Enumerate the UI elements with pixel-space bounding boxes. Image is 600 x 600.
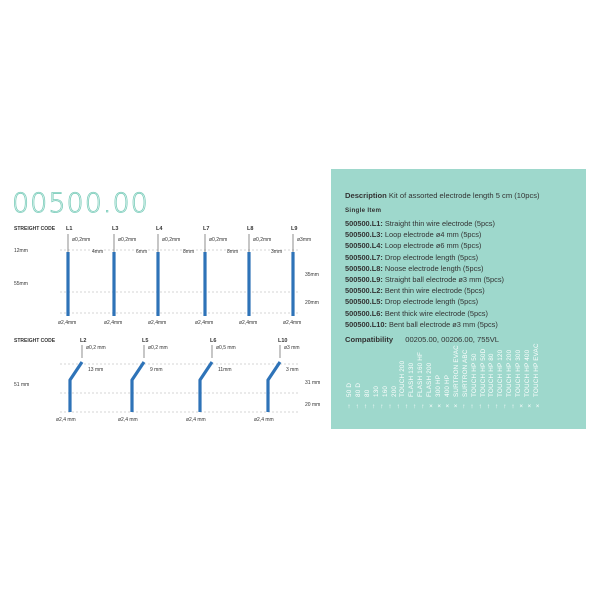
electrode-shaft [112,252,115,316]
item-code: 500500.L1: [345,219,383,228]
model-name: FLASH 130 [408,362,416,397]
item-row [345,285,504,296]
item-text: Loop electrode ø4 mm (5pcs) [382,230,482,240]
tip-diameter: ø0,5 mm [216,345,236,351]
item-text: Bent thick wire electrode (5pcs) [382,308,488,318]
electrode-shaft [247,252,250,316]
model-name: TOUCH HP 200 [506,349,514,397]
compat-mark: ↑ [511,403,515,410]
compat-mark: × [429,403,433,410]
tip-diameter: ø0,2mm [162,237,181,243]
description-row [345,191,540,201]
item-code: 500500.L10: [345,319,387,329]
shaft-diameter: ø2,4mm [239,320,258,326]
compat-mark: ↑ [478,403,482,410]
tip-size: 9 mm [150,367,163,373]
compat-mark: ↑ [495,403,499,410]
compat-mark: ↑ [503,403,507,410]
item-row [345,308,504,319]
tip-size: 6mm [136,249,148,255]
tip-size: 8mm [227,249,239,255]
item-text: Noose electrode length (5pcs) [382,263,484,273]
compat-mark: ↑ [404,403,408,410]
item-code: 500500.L4: [345,241,383,251]
compat-mark: ↑ [462,403,466,410]
electrode-label: L2 [80,338,87,344]
dim-35mm: 35mm [305,272,319,278]
model-name: SURTRON EVAC [452,345,460,397]
compatibility-text: 00205.00, 00206.00, 755VL [405,335,499,344]
model-name: TOUCH HP 300 [515,349,523,397]
single-item-label: Single Item [345,207,382,214]
electrode-shaft [268,362,280,412]
item-code: 500500.L8: [345,263,383,273]
model-name: 200 [390,385,398,397]
dim-51mm: 51 mm [14,382,30,388]
compat-mark: ↑ [380,403,384,410]
electrode-shaft [70,362,82,412]
tip-diameter: ø0,2 mm [86,345,106,351]
electrode-label: L9 [291,226,298,232]
compatibility-row [345,335,499,344]
model-name: TOUCH 200 [399,360,407,397]
compatibility-label: Compatibility [345,335,394,344]
shaft-diameter: ø2,4 mm [118,417,138,423]
shaft-diameter: ø2,4mm [58,320,77,326]
item-row [345,218,504,229]
compat-mark: × [535,403,540,410]
model-name: TOUCH HP 120 [497,349,505,397]
compat-mark: ↑ [355,403,359,410]
shaft-diameter: ø2,4mm [283,320,302,326]
compat-mark: ↑ [396,403,400,410]
straight-section-label: STREIGHT CODE [14,226,56,232]
model-name: 80 [363,389,371,397]
item-row [345,240,504,251]
tip-size: 4mm [92,249,104,255]
tip-diameter: ø0,2 mm [148,345,168,351]
compat-mark: × [527,403,532,410]
item-text: Bent ball electrode ø3 mm (5pcs) [386,319,498,329]
electrode-shaft [66,252,69,316]
shaft-diameter: ø2,4 mm [186,417,206,423]
item-text: Drop electrode length (5pcs) [382,252,479,262]
item-list [345,218,504,330]
item-row [345,252,504,263]
compat-mark: × [519,403,524,410]
tip-size: 3mm [271,249,283,255]
tip-diameter: ø0,2mm [72,237,91,243]
item-text: Bent thin wire electrode (5pcs) [382,286,485,296]
electrode-label: L5 [142,338,149,344]
model-name: TOUCH HP 80 [488,353,496,397]
tip-diameter: ø3mm [297,237,312,243]
model-name: TOUCH HP 400 [524,349,531,397]
model-name: 50 D [346,382,353,397]
model-name: 160 [381,385,389,397]
electrode-shaft [200,362,212,412]
model-name: FLASH 200 [426,362,434,397]
product-info-panel [331,169,586,429]
item-text: Loop electrode ø6 mm (5pcs) [382,241,482,251]
item-row [345,319,504,330]
dim-55mm: 55mm [14,281,28,287]
bent-section-label: STREIGHT CODE [14,338,56,344]
item-code: 500500.L2: [345,286,383,296]
compat-mark: × [437,403,442,410]
electrode-label: L3 [112,226,119,232]
shaft-diameter: ø2,4mm [148,320,167,326]
electrode-drawing [0,0,330,440]
tip-diameter: ø0,2mm [253,237,272,243]
item-code: 500500.L9: [345,275,383,285]
electrode-label: L4 [156,226,163,232]
tip-size: 8mm [183,249,195,255]
electrode-label: L7 [203,226,210,232]
compat-mark: × [453,403,458,410]
item-row [345,296,504,307]
model-name: TOUCH HP 50 [470,353,478,397]
tip-diameter: ø0,2mm [209,237,228,243]
electrode-shaft [132,362,144,412]
electrode-label: L1 [66,226,73,232]
dim-31mm: 31 mm [305,380,321,386]
item-code: 500500.L5: [345,297,383,307]
product-code: 00500.00 [12,188,149,219]
model-name: SURTRON ABC [461,349,469,397]
compat-mark: ↑ [413,403,417,410]
compat-mark: ↑ [347,403,351,410]
shaft-diameter: ø2,4mm [195,320,214,326]
item-text: Drop electrode length (5pcs) [382,297,479,307]
item-code: 500500.L7: [345,252,383,262]
electrode-label: L8 [247,226,254,232]
item-text: Straight thin wire electrode (5pcs) [382,219,495,228]
electrode-label: L6 [210,338,217,344]
tip-diameter: ø0,2mm [118,237,137,243]
item-code: 500500.L6: [345,308,383,318]
tip-size: 11mm [218,367,232,373]
compat-mark: ↑ [363,403,367,410]
item-text: Straight ball electrode ø3 mm (5pcs) [382,275,504,285]
model-name: TOUCH HP EVAC [532,343,540,397]
compat-mark: × [445,403,450,410]
model-name: 400 HP [443,374,451,397]
tip-diameter: ø3 mm [284,345,300,351]
tip-size: 3 mm [286,367,299,373]
description-text: Kit of assorted electrode length 5 cm (10pcs) [388,191,540,200]
shaft-diameter: ø2,4 mm [56,417,76,423]
compat-mark: ↑ [470,403,474,410]
electrode-shaft [203,252,206,316]
compat-mark: ↑ [372,403,376,410]
description-label: Description [345,191,387,200]
compat-mark: ↑ [421,403,425,410]
shaft-diameter: ø2,4mm [104,320,123,326]
compat-mark: ↑ [486,403,490,410]
compat-mark: ↑ [388,403,392,410]
item-row [345,274,504,285]
dim-20mm-bent: 20 mm [305,402,321,408]
model-name: 130 [372,385,380,397]
item-code: 500500.L3: [345,230,383,240]
tip-size: 13 mm [88,367,104,373]
electrode-shaft [291,252,294,316]
model-name: 300 HP [435,374,442,397]
model-name: TOUCH HP 50D [479,348,487,397]
model-name: 80 D [354,382,362,397]
shaft-diameter: ø2,4 mm [254,417,274,423]
item-row [345,229,504,240]
dim-20mm: 20mm [305,300,319,306]
item-row [345,263,504,274]
model-name: FLASH 160 HF [417,351,425,397]
dim-12mm: 12mm [14,248,28,254]
electrode-label: L10 [278,338,288,344]
electrode-shaft [156,252,159,316]
